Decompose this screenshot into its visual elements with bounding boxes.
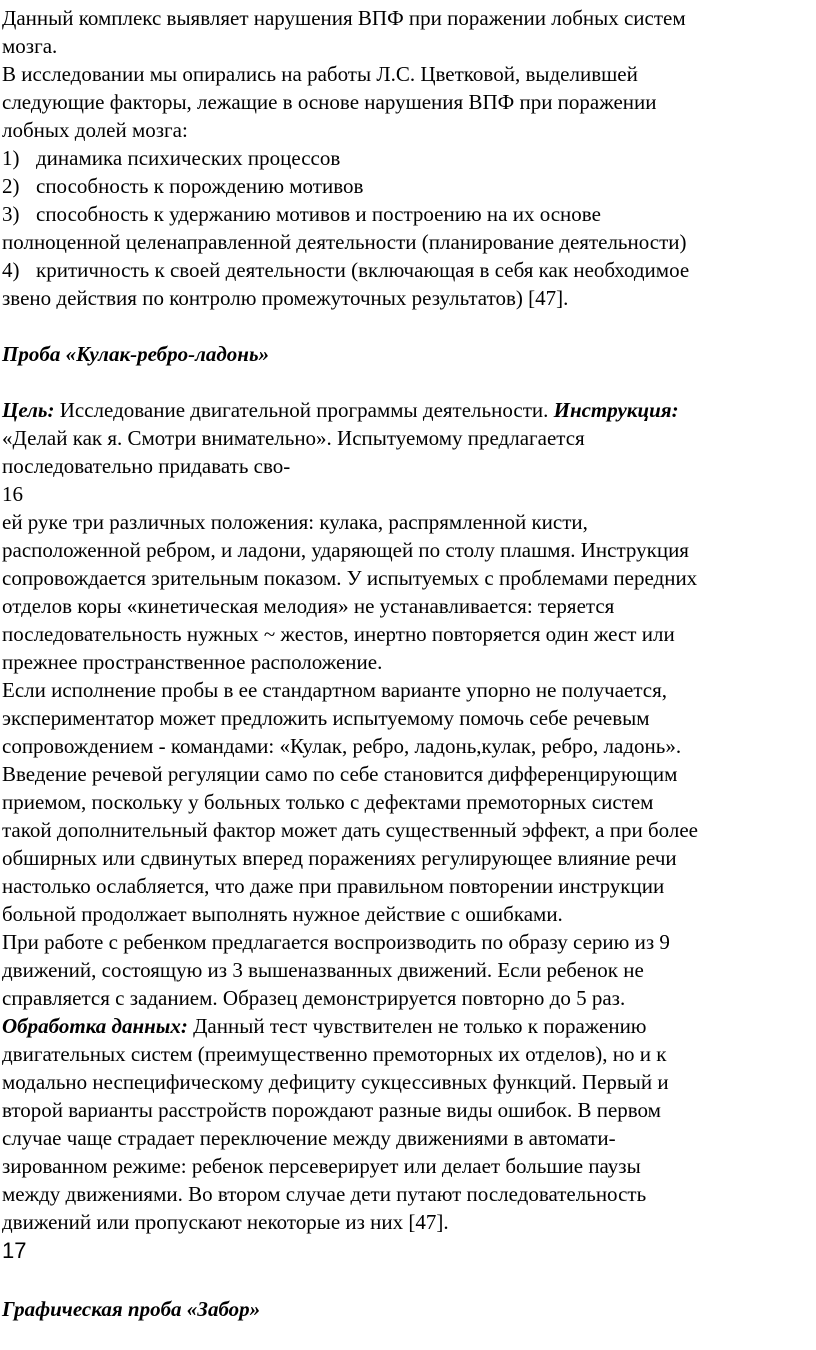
body-line: сопровождается зрительным показом. У испытуемых с проблемами передних — [2, 566, 698, 590]
list-number: 1) — [2, 146, 20, 170]
body-line: прежнее пространственное расположение. — [2, 650, 383, 674]
body-line: обширных или сдвинутых вперед поражениях регулирующее влияние речи — [2, 846, 677, 870]
body-line: модально неспецифическому дефициту сукцессивных функций. Первый и — [2, 1070, 669, 1094]
body-line: сопровождением - командами: «Кулак, ребро, ладонь,кулак, ребро, ладонь». — [2, 734, 682, 758]
body-line: экспериментатор может предложить испытуемому помочь себе речевым — [2, 706, 650, 730]
list-text: способность к удержанию мотивов и построению на их основе — [36, 202, 601, 226]
body-line: движений или пропускают некоторые из них [47]. — [2, 1210, 449, 1234]
body-line: отделов коры «кинетическая мелодия» не устанавливается: теряется — [2, 594, 615, 618]
section-heading: Графическая проба «Забор» — [2, 1297, 261, 1321]
page-number: 17 — [2, 1238, 27, 1263]
body-line: справляется с заданием. Образец демонстрируется повторно до 5 раз. — [2, 986, 626, 1010]
goal-label: Цель: — [2, 398, 55, 422]
instruction-label: Инструкция: — [553, 398, 679, 422]
body-line: настолько ослабляется, что даже при правильном повторении инструкции — [2, 874, 665, 898]
section-heading: Проба «Кулак-ребро-ладонь» — [2, 342, 270, 366]
page-number: 16 — [2, 482, 23, 506]
list-number: 2) — [2, 174, 20, 198]
list-item — [2, 200, 601, 228]
body-line: последовательно придавать сво- — [2, 454, 291, 478]
list-item — [2, 144, 340, 172]
list-text: способность к порождению мотивов — [36, 174, 364, 198]
intro-line: мозга. — [2, 34, 58, 58]
body-line: больной продолжает выполнять нужное действие с ошибками. — [2, 902, 563, 926]
goal-line — [2, 396, 679, 424]
intro-line: лобных долей мозга: — [2, 118, 188, 142]
list-continuation: полноценной целенаправленной деятельности (планирование деятельности) — [2, 230, 687, 254]
body-line: Введение речевой регуляции само по себе становится дифференцирующим — [2, 762, 678, 786]
body-line: движений, состоящую из 3 вышеназванных движений. Если ребенок не — [2, 958, 644, 982]
intro-line: следующие факторы, лежащие в основе нарушения ВПФ при поражении — [2, 90, 657, 114]
body-line: зированном режиме: ребенок персеверирует или делает большие паузы — [2, 1154, 641, 1178]
list-continuation: звено действия по контролю промежуточных результатов) [47]. — [2, 286, 569, 310]
list-number: 3) — [2, 202, 20, 226]
body-line: Если исполнение пробы в ее стандартном варианте упорно не получается, — [2, 678, 668, 702]
list-number: 4) — [2, 258, 20, 282]
body-line: случае чаще страдает переключение между движениями в автомати- — [2, 1126, 616, 1150]
processing-line — [2, 1012, 647, 1040]
body-line: между движениями. Во втором случае дети путают последовательность — [2, 1182, 647, 1206]
body-line: двигательных систем (преимущественно премоторных их отделов), но и к — [2, 1042, 667, 1066]
list-item — [2, 172, 363, 200]
body-line: «Делай как я. Смотри внимательно». Испытуемому предлагается — [2, 426, 585, 450]
body-line: ей руке три различных положения: кулака, распрямленной кисти, — [2, 510, 588, 534]
body-line: приемом, поскольку у больных только с дефектами премоторных систем — [2, 790, 654, 814]
list-item — [2, 256, 689, 284]
body-line: второй варианты расстройств порождают разные виды ошибок. В первом — [2, 1098, 661, 1122]
body-line: последовательность нужных ~ жестов, инертно повторяется один жест или — [2, 622, 675, 646]
goal-text: Исследование двигательной программы деятельности. — [54, 398, 554, 422]
body-line: расположенной ребром, и ладони, ударяющей по столу плашмя. Инструкция — [2, 538, 689, 562]
body-line: такой дополнительный фактор может дать существенный эффект, а при более — [2, 818, 698, 842]
list-text: динамика психических процессов — [36, 146, 341, 170]
processing-text: Данный тест чувствителен не только к поражению — [187, 1014, 647, 1038]
intro-line: В исследовании мы опирались на работы Л.С. Цветковой, выделившей — [2, 62, 638, 86]
list-text: критичность к своей деятельности (включающая в себя как необходимое — [36, 258, 690, 282]
intro-line: Данный комплекс выявляет нарушения ВПФ при поражении лобных систем — [2, 6, 686, 30]
body-line: При работе с ребенком предлагается воспроизводить по образу серию из 9 — [2, 930, 670, 954]
processing-label: Обработка данных: — [2, 1014, 188, 1038]
